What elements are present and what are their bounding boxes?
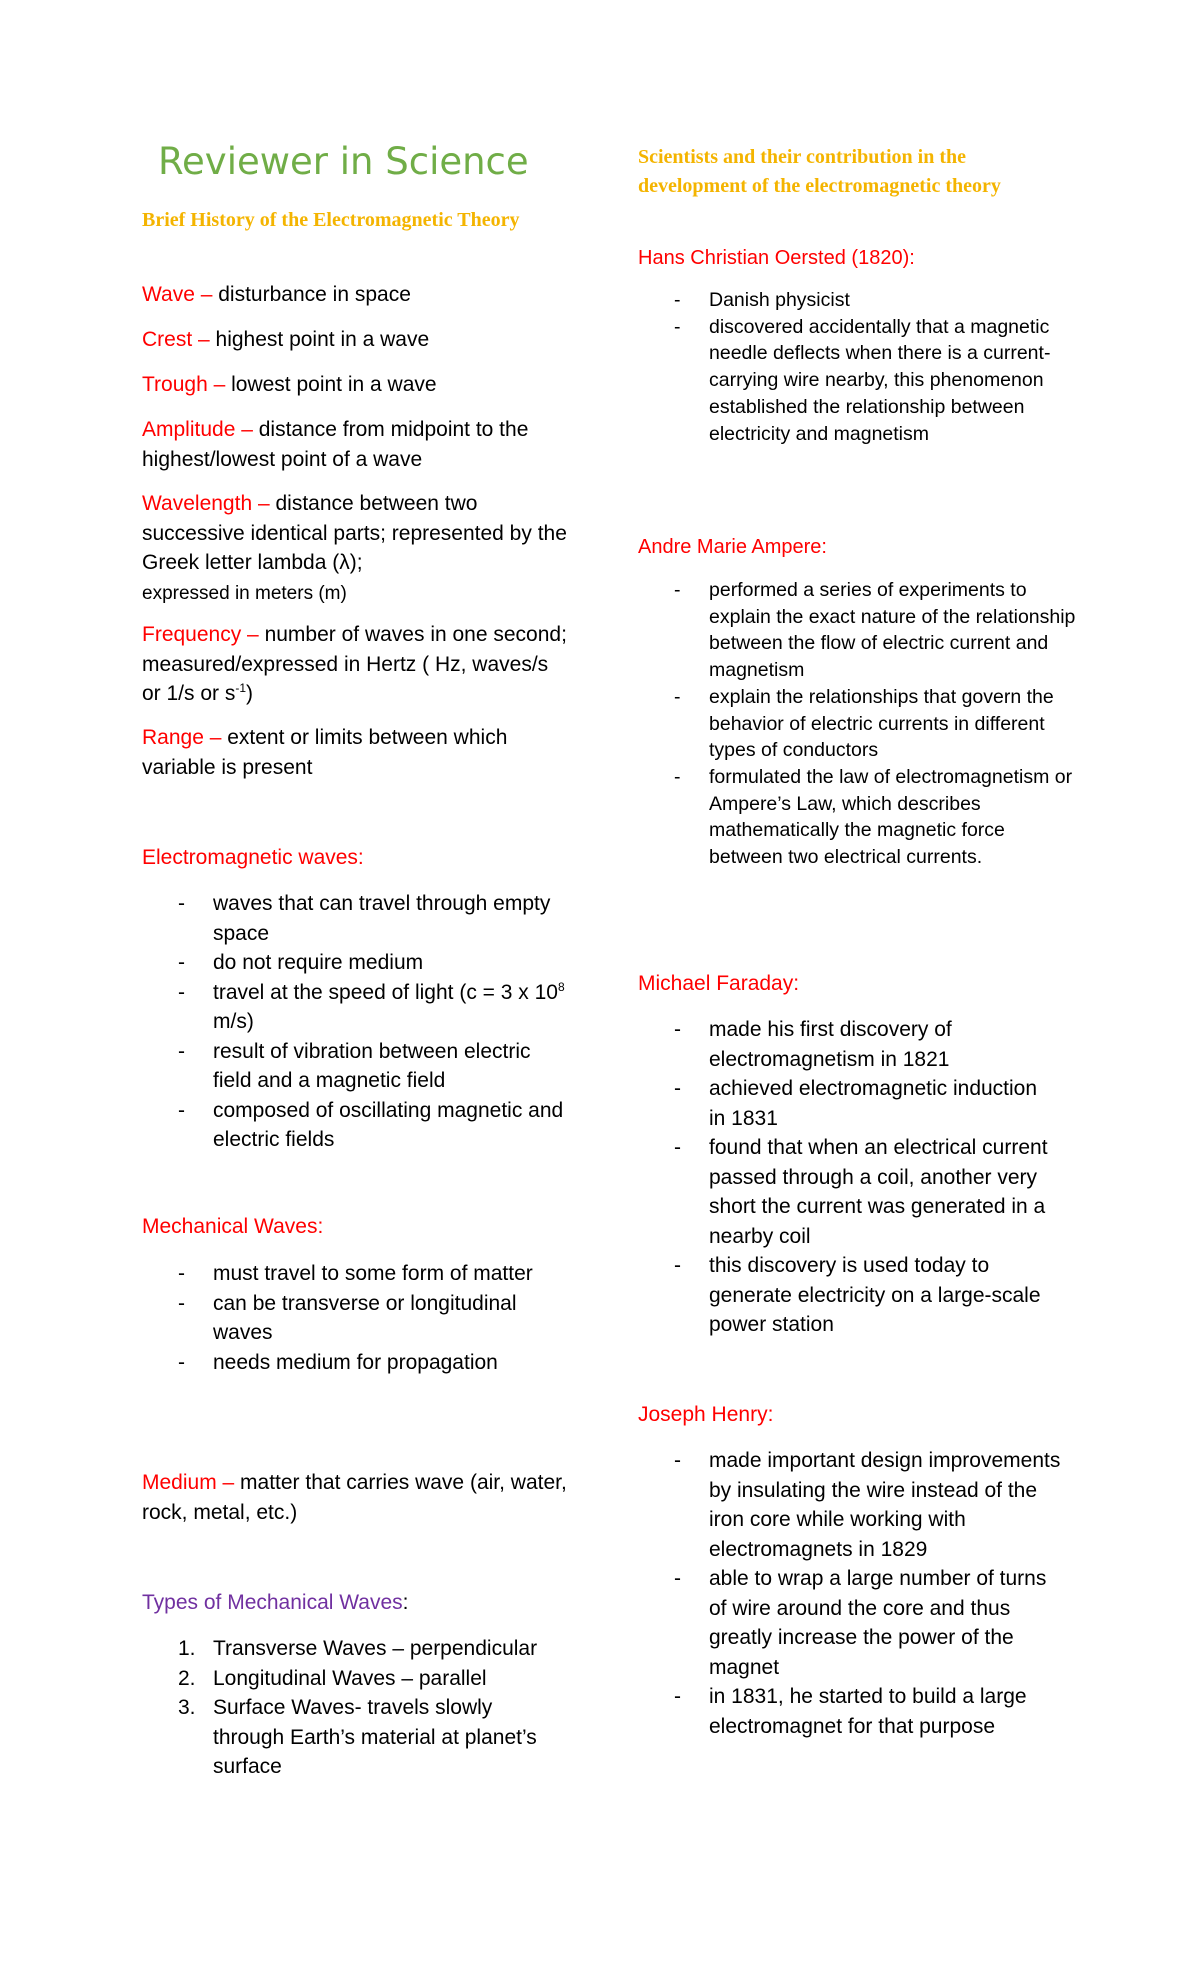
mech-waves-heading: Mechanical Waves: [142, 1215, 324, 1238]
list-item: - result of vibration between electric field and a magnetic field [142, 1037, 572, 1096]
list-item: - made his first discovery of electromagnetism in 1821 [638, 1015, 1058, 1074]
em-waves-heading: Electromagnetic waves: [142, 846, 364, 869]
scientist-ampere-name: Andre Marie Ampere: [638, 536, 827, 558]
definition-wavelength: Wavelength – distance between two successive identical parts; represented by the Greek letter lambda (λ); expressed in meters (m) [142, 492, 567, 604]
list-item: - must travel to some form of matter [142, 1259, 562, 1289]
definition-range: Range – extent or limits between which variable is present [142, 726, 508, 779]
term-amplitude: Amplitude – [142, 418, 253, 441]
scientist-henry-name: Joseph Henry: [638, 1403, 774, 1426]
ampere-list [638, 577, 1078, 871]
definition-frequency: Frequency – number of waves in one second; measured/expressed in Hertz ( Hz, waves/s or 1/s or $s^{-1}$) [142, 623, 567, 705]
list-item: - waves that can travel through empty space [142, 889, 572, 948]
term-crest: Crest – [142, 328, 210, 351]
list-item: 1. Transverse Waves – perpendicular [178, 1637, 538, 1660]
scientists-heading: Scientists and their contribution in the development of the electromagnetic theory [638, 146, 1001, 197]
scientist-oersted-name: Hans Christian Oersted (1820): [638, 247, 915, 269]
list-item: - do not require medium [142, 948, 572, 978]
definition-crest: Crest – highest point in a wave [142, 328, 430, 351]
term-trough: Trough – [142, 373, 226, 396]
list-item: - this discovery is used today to generate electricity on a large-scale power station [638, 1251, 1058, 1340]
faraday-list [638, 1015, 1058, 1340]
list-item: - achieved electromagnetic induction in 1831 [638, 1074, 1058, 1133]
types-heading: Types of Mechanical Waves: [142, 1591, 409, 1614]
list-item: - discovered accidentally that a magnetic needle deflects when there is a current-carrying wire nearby, this phenomenon established the relationship between electricity and magnetism [638, 314, 1078, 448]
list-item: - composed of oscillating magnetic and electric fields [142, 1096, 572, 1155]
list-item: 2. Longitudinal Waves – parallel [178, 1666, 487, 1690]
mech-waves-list [142, 1259, 562, 1377]
scientist-faraday-name: Michael Faraday: [638, 972, 800, 995]
em-waves-list [142, 889, 572, 1155]
definition-wave: Wave – disturbance in space [142, 283, 411, 306]
list-item: - explain the relationships that govern the behavior of electric currents in different types of conductors [638, 684, 1078, 764]
types-list [142, 1634, 542, 1782]
henry-list [638, 1446, 1068, 1741]
list-item: - Danish physicist [638, 287, 1078, 314]
list-item: - can be transverse or longitudinal waves [142, 1289, 562, 1348]
list-item: 3. Surface Waves- travels slowly through Earth’s material at planet’s surface [178, 1696, 537, 1778]
definition-trough: Trough – lowest point in a wave [142, 373, 437, 396]
section-subtitle: Brief History of the Electromagnetic Theory [142, 209, 520, 231]
list-item: - made important design improvements by insulating the wire instead of the iron core while working with electromagnets in 1829 [638, 1446, 1068, 1564]
oersted-list [638, 287, 1078, 447]
definition-amplitude: Amplitude – distance from midpoint to the highest/lowest point of a wave [142, 418, 529, 471]
list-item: - in 1831, he started to build a large electromagnet for that purpose [638, 1682, 1068, 1741]
list-item: - able to wrap a large number of turns of wire around the core and thus greatly increase the power of the magnet [638, 1564, 1068, 1682]
page-title: Reviewer in Science [158, 140, 529, 183]
list-item: - performed a series of experiments to explain the exact nature of the relationship between the flow of electric current and magnetism [638, 577, 1078, 684]
term-medium: Medium – [142, 1471, 235, 1494]
term-wavelength: Wavelength – [142, 492, 270, 515]
term-range: Range – [142, 726, 222, 749]
definition-medium: Medium – matter that carries wave (air, water, rock, metal, etc.) [142, 1471, 567, 1524]
list-item: - travel at the speed of light (c = 3 x $10^8$ m/s) [142, 978, 572, 1037]
term-frequency: Frequency – [142, 623, 259, 646]
term-wave: Wave – [142, 283, 213, 306]
list-item: - found that when an electrical current passed through a coil, another very short the current was generated in a nearby coil [638, 1133, 1058, 1251]
list-item: - formulated the law of electromagnetism or Ampere’s Law, which describes mathematically the magnetic force between two electrical currents. [638, 764, 1078, 871]
list-item: - needs medium for propagation [142, 1348, 562, 1378]
